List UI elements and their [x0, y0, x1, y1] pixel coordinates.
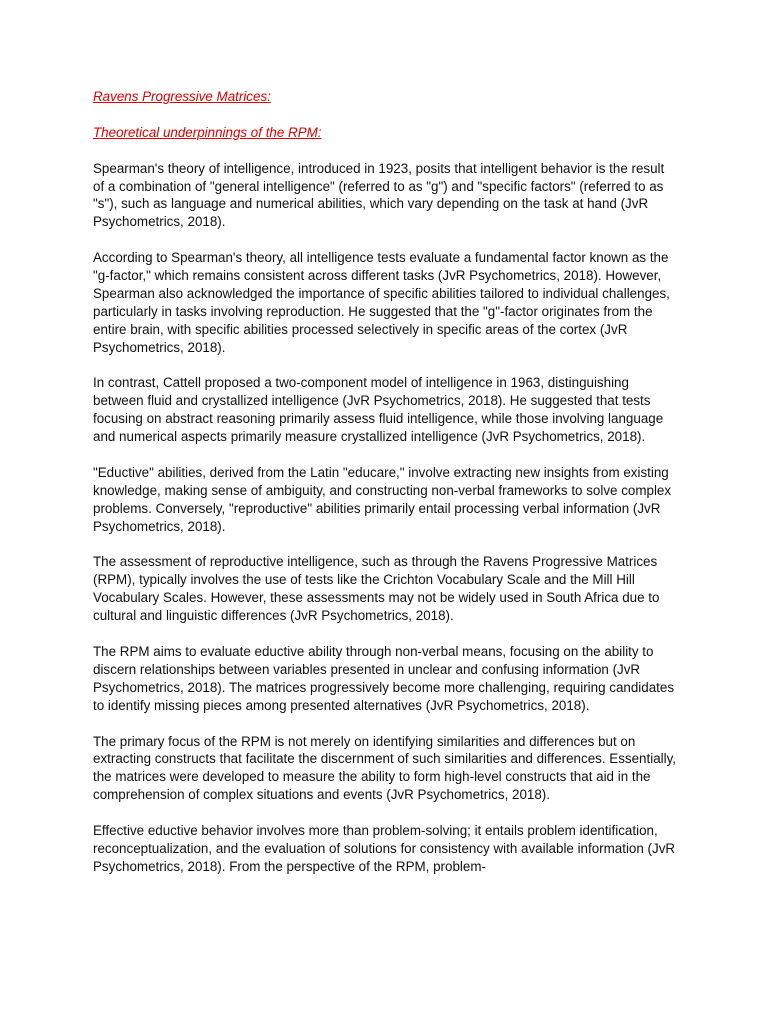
- paragraph: "Eductive" abilities, derived from the Latin "educare," involve extracting new insights from existing knowledge, making sense of ambiguity, and constructing non-verbal frameworks to solve complex problems. Conversely, "reproductive" abilities primarily entail processing verbal information (JvR Psychometrics, 2018).: [93, 464, 672, 534]
- document-title: Ravens Progressive Matrices:: [93, 89, 271, 104]
- paragraph: The assessment of reproductive intelligence, such as through the Ravens Progressive Matrices (RPM), typically involves the use of tests like the Crichton Vocabulary Scale and the Mill Hill Vocabulary Scales. However, these assessments may not be widely used in South Africa due to cultural and linguistic differences (JvR Psychometrics, 2018).: [93, 554, 660, 624]
- paragraph: Effective eductive behavior involves more than problem-solving; it entails problem identification, reconceptualization, and the evaluation of solutions for consistency with available information (JvR Psychometrics, 2018). From the perspective of the RPM, problem-: [93, 823, 676, 874]
- paragraph: The primary focus of the RPM is not merely on identifying similarities and differences but on extracting constructs that facilitate the discernment of such similarities and differences. Essentially, the matrices were developed to measure the ability to form high-level constructs that aid in the comprehension of complex situations and events (JvR Psychometrics, 2018).: [93, 733, 677, 803]
- paragraph: In contrast, Cattell proposed a two-component model of intelligence in 1963, distinguishing between fluid and crystallized intelligence (JvR Psychometrics, 2018). He suggested that tests focusing on abstract reasoning primarily assess fluid intelligence, while those involving language and numerical aspects primarily measure crystallized intelligence (JvR Psychometrics, 2018).: [93, 375, 664, 445]
- paragraph: According to Spearman's theory, all intelligence tests evaluate a fundamental factor known as the "g-factor," which remains consistent across different tasks (JvR Psychometrics, 2018). However, Spearman also acknowledged the importance of specific abilities tailored to individual challenges, particularly in tasks involving reproduction. He suggested that the "g"-factor originates from the entire brain, with specific abilities processed selectively in specific areas of the cortex (JvR Psychometrics, 2018).: [93, 250, 670, 355]
- section-heading: Theoretical underpinnings of the RPM:: [93, 124, 322, 140]
- document-body: [93, 88, 677, 894]
- paragraph: The RPM aims to evaluate eductive ability through non-verbal means, focusing on the ability to discern relationships between variables presented in unclear and confusing information (JvR Psychometrics, 2018). The matrices progressively become more challenging, requiring candidates to identify missing pieces among presented alternatives (JvR Psychometrics, 2018).: [93, 643, 675, 713]
- paragraph: Spearman's theory of intelligence, introduced in 1923, posits that intelligent behavior is the result of a combination of "general intelligence" (referred to as "g") and "specific factors" (referred to as "s"), such as language and numerical abilities, which vary depending on the task at hand (JvR Psychometrics, 2018).: [93, 160, 665, 230]
